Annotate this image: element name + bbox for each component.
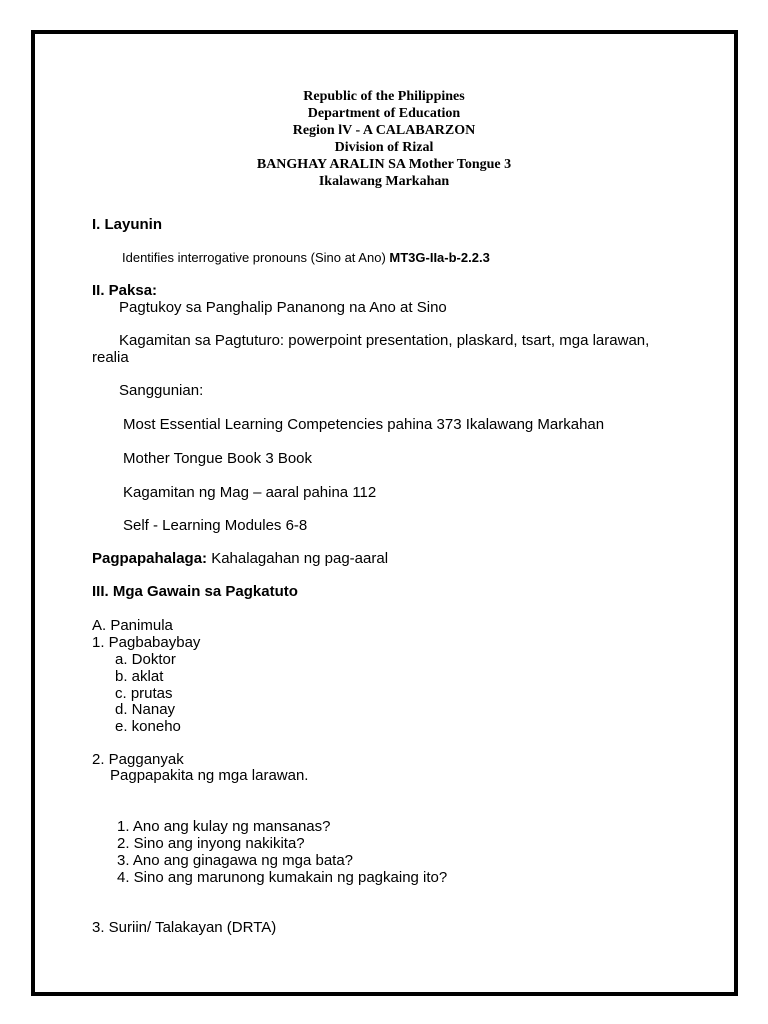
kagamitan-text-cont: realia (92, 349, 129, 366)
pagpapahalaga-text: Kahalagahan ng pag-aaral (207, 550, 389, 567)
spelling-word: b. aklat (115, 668, 164, 685)
reference-item: Kagamitan ng Mag – aaral pahina 112 (123, 484, 377, 501)
spelling-word: d. Nanay (115, 701, 176, 718)
section-layunin-heading: I. Layunin (92, 216, 163, 233)
header-quarter: Ikalawang Markahan (318, 174, 450, 189)
reference-item: Most Essential Learning Competencies pahina 373 Ikalawang Markahan (123, 416, 605, 433)
competency-code: MT3G-IIa-b-2.2.3 (389, 250, 490, 265)
pagganyak-text: Pagpapakita ng mga larawan. (110, 767, 309, 784)
pagbabaybay-label: 1. Pagbabaybay (92, 634, 201, 651)
paksa-topic: Pagtukoy sa Panghalip Pananong na Ano at Sino (119, 299, 447, 316)
reference-item: Self - Learning Modules 6-8 (123, 517, 308, 534)
header-region: Region lV - A CALABARZON (292, 123, 476, 138)
spelling-word: a. Doktor (115, 651, 176, 668)
spelling-word: c. prutas (115, 685, 173, 702)
reference-item: Mother Tongue Book 3 Book (123, 450, 313, 467)
sanggunian-label: Sanggunian: (119, 382, 204, 399)
question-item: 2. Sino ang inyong nakikita? (117, 835, 305, 852)
pagpapahalaga-line (92, 550, 388, 567)
header-department: Department of Education (307, 106, 461, 121)
kagamitan-text: Kagamitan sa Pagtuturo: powerpoint presentation, plaskard, tsart, mga larawan, (119, 332, 650, 349)
header-lesson-plan-title: BANGHAY ARALIN SA Mother Tongue 3 (256, 157, 512, 172)
suriin-label: 3. Suriin/ Talakayan (DRTA) (92, 919, 277, 936)
panimula-label: A. Panimula (92, 617, 173, 634)
question-item: 3. Ano ang ginagawa ng mga bata? (117, 852, 354, 869)
question-item: 4. Sino ang marunong kumakain ng pagkaing ito? (117, 869, 448, 886)
pagganyak-label: 2. Pagganyak (92, 751, 184, 768)
header-division: Division of Rizal (334, 140, 434, 155)
question-item: 1. Ano ang kulay ng mansanas? (117, 818, 331, 835)
spelling-word: e. koneho (115, 718, 181, 735)
section-paksa-heading: II. Paksa: (92, 282, 158, 299)
header-republic: Republic of the Philippines (303, 89, 465, 104)
pagpapahalaga-label: Pagpapahalaga: (92, 550, 208, 567)
section-gawain-heading: III. Mga Gawain sa Pagkatuto (92, 583, 298, 600)
layunin-objective (122, 249, 490, 266)
layunin-text: Identifies interrogative pronouns (Sino at Ano) (122, 250, 390, 265)
